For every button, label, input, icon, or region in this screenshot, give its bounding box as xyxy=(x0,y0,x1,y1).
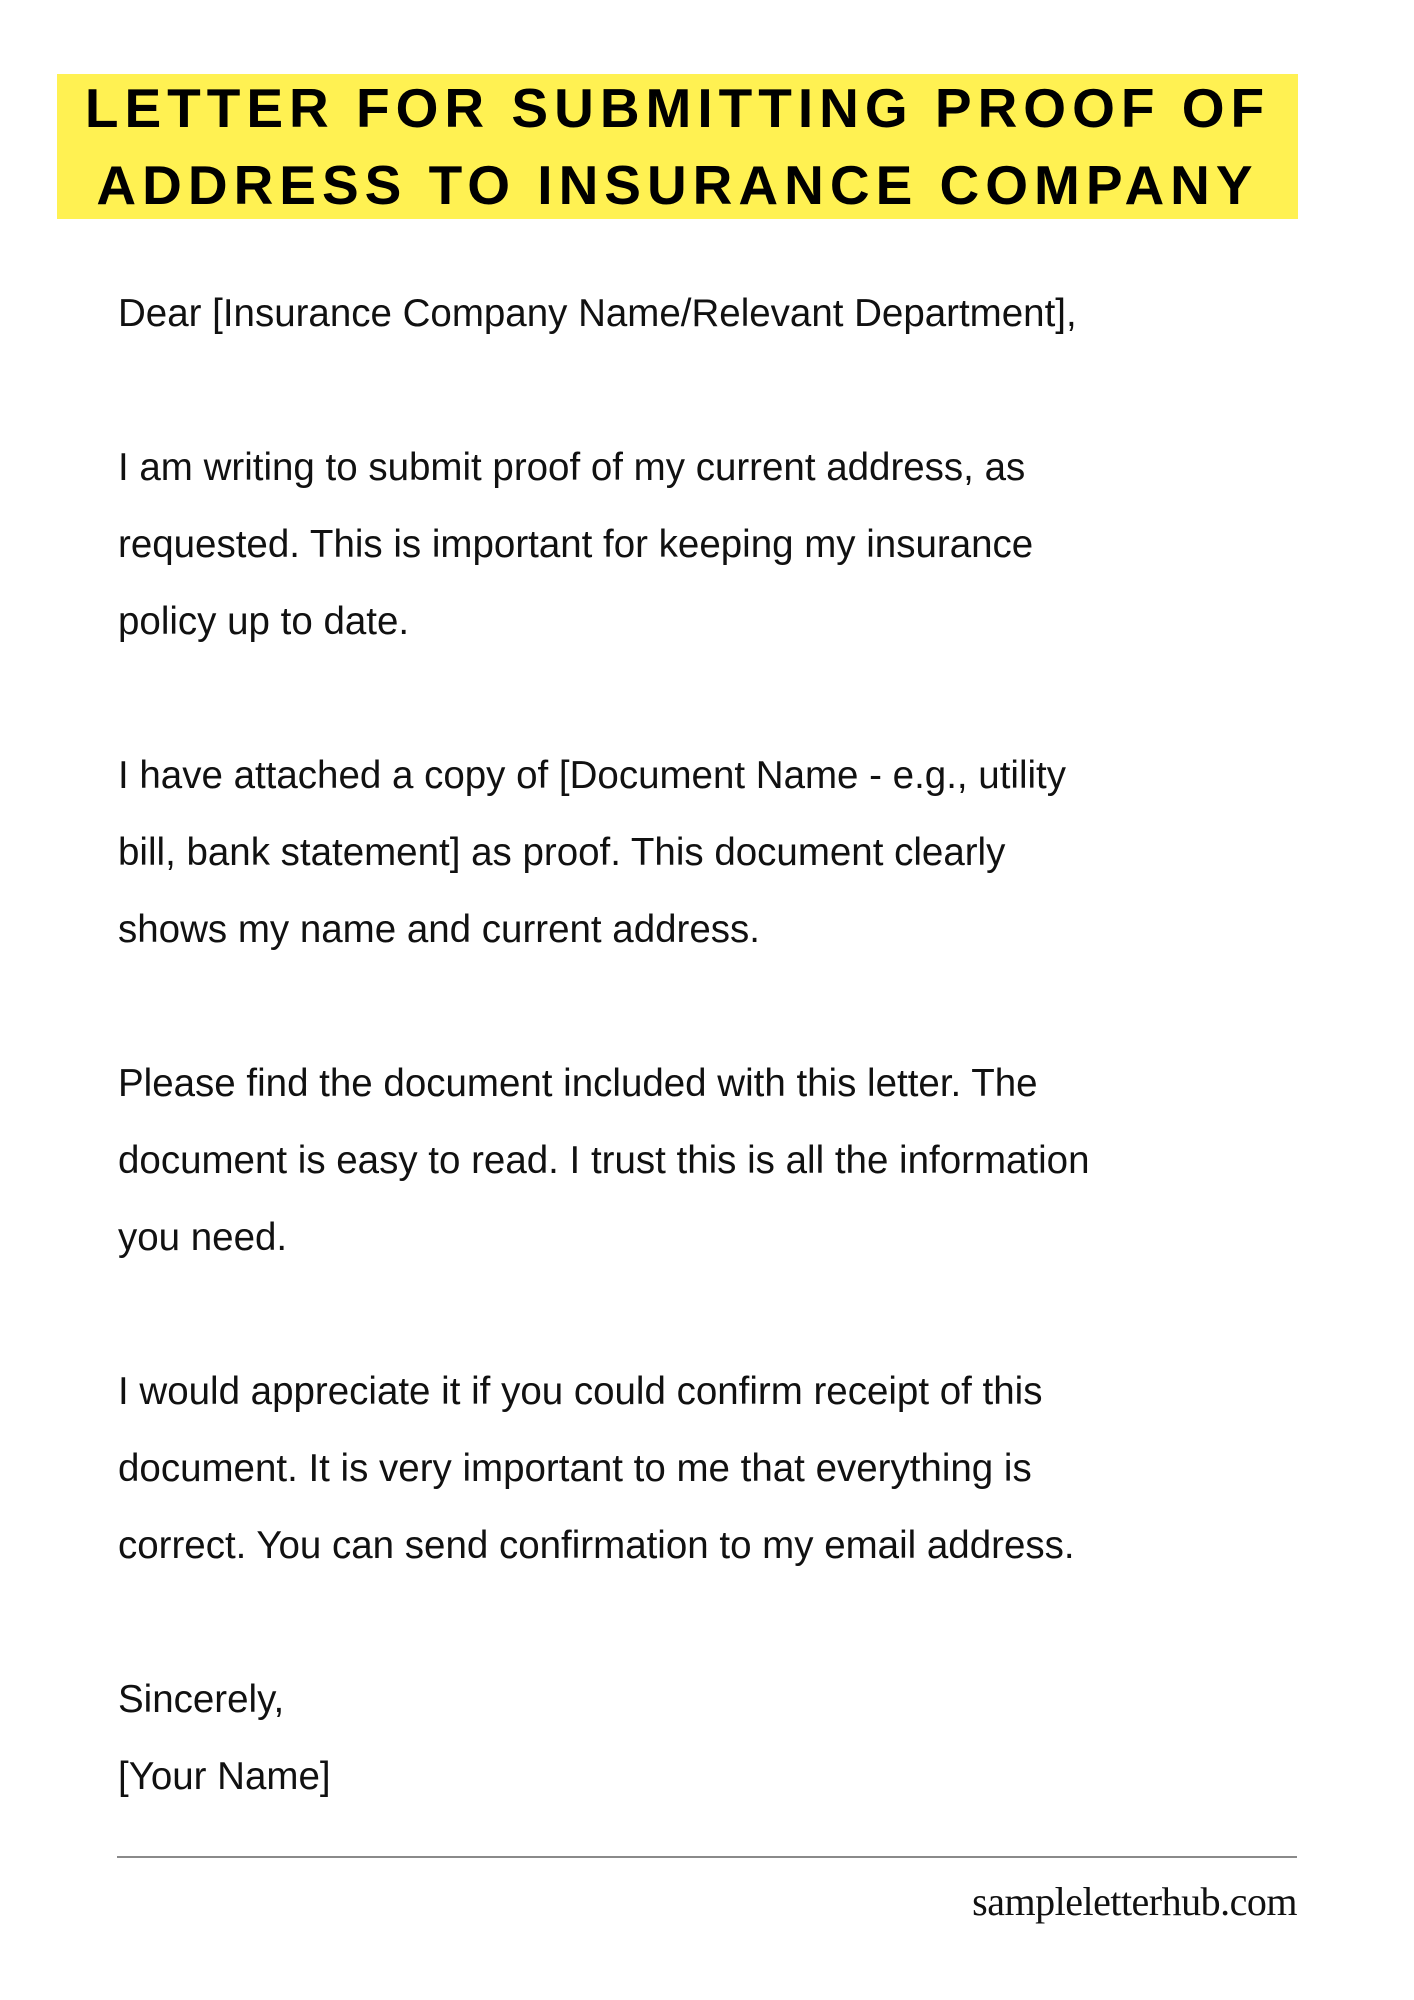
signature: [Your Name] xyxy=(118,1755,331,1798)
paragraph-4 xyxy=(118,1353,1358,1584)
paragraph-line: requested. This is important for keeping my insurance xyxy=(118,523,1034,566)
paragraph-line: you need. xyxy=(118,1216,288,1259)
paragraph-line: I am writing to submit proof of my current address, as xyxy=(118,446,1026,489)
paragraph-line: document. It is very important to me that everything is xyxy=(118,1447,1032,1490)
paragraph-line: correct. You can send confirmation to my email address. xyxy=(118,1524,1075,1567)
paragraph-line: Please find the document included with this letter. The xyxy=(118,1062,1038,1105)
salutation xyxy=(118,275,1358,352)
footer-divider xyxy=(117,1856,1297,1858)
sign-off xyxy=(118,1661,1358,1815)
footer-site-name: sampleletterhub.com xyxy=(972,1879,1297,1924)
paragraph-line: I have attached a copy of [Document Name - e.g., utility xyxy=(118,754,1067,797)
paragraph-line: document is easy to read. I trust this is all the information xyxy=(118,1139,1090,1182)
paragraph-line: I would appreciate it if you could confirm receipt of this xyxy=(118,1370,1043,1413)
title-line-1: LETTER FOR SUBMITTING PROOF OF xyxy=(84,77,1271,139)
paragraph-2 xyxy=(118,737,1358,968)
letter-body xyxy=(118,275,1358,1815)
closing: Sincerely, xyxy=(118,1678,285,1721)
title-banner xyxy=(57,74,1298,219)
paragraph-line: shows my name and current address. xyxy=(118,908,760,951)
paragraph-3 xyxy=(118,1045,1358,1276)
paragraph-line: bill, bank statement] as proof. This document clearly xyxy=(118,831,1006,874)
paragraph-line: policy up to date. xyxy=(118,600,410,643)
salutation-text: Dear [Insurance Company Name/Relevant Department], xyxy=(118,292,1077,335)
title-line-2: ADDRESS TO INSURANCE COMPANY xyxy=(96,154,1259,216)
paragraph-1 xyxy=(118,429,1358,660)
